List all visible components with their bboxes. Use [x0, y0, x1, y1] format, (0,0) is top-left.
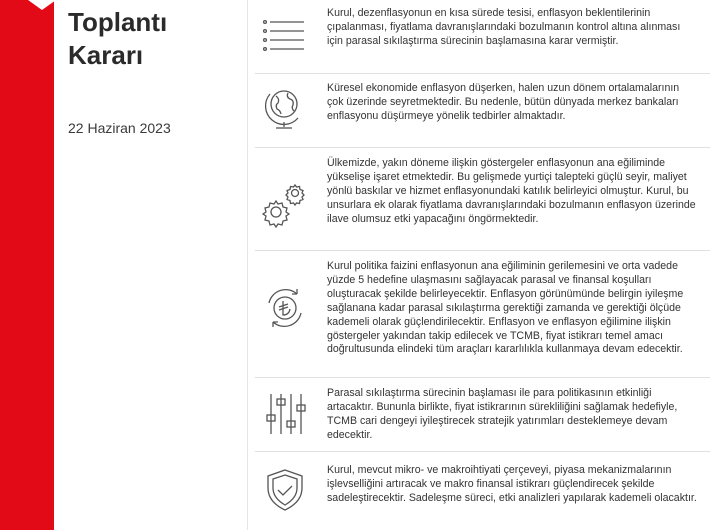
decision-paragraph-4: Kurul politika faizini enflasyonun ana eğiliminin gerilemesini ve orta vadede yüzde 5 hedefine ulaşmasını sağlayacak parasal ve finansal koşulları oluşturacak şekilde belirleyecektir. Enflasyon görünümünde belirgin iyileşme sağlanana kadar parasal sıkılaştırma gerektiği zamanda ve gerektiği ölçüde kademeli olarak güçlendirilecektir. Enflasyon ve enflasyon eğilimine ilişkin göstergeler yakından takip edilecek ve TCMB, fiyat istikrarı temel amacı doğrultusunda elindeki tüm araçları kararlılıkla kullanmaya devam edecektir.	[327, 260, 684, 356]
section-divider	[255, 377, 710, 378]
accent-sidebar	[0, 0, 54, 530]
section-divider	[255, 451, 710, 452]
title-line-1: Toplantı	[68, 7, 168, 37]
title-line-2: Kararı	[68, 40, 144, 70]
section-divider	[255, 73, 710, 74]
gears-icon	[262, 182, 308, 228]
decision-paragraph-6: Kurul, mevcut mikro- ve makroihtiyati çerçeveyi, piyasa mekanizmalarının işlevselliğini artıracak ve makro finansal istikrarı güçlendirecek şekilde sadeleştirecektir. Sadeleşme süreci, etki analizleri yapılarak kademeli olacaktır.	[327, 464, 697, 504]
list-icon	[262, 14, 308, 60]
section-divider	[255, 147, 710, 148]
sliders-icon	[264, 391, 310, 437]
decision-paragraph-1: Kurul, dezenflasyonun en kısa sürede tesisi, enflasyon beklentilerinin çıpalanması, fiyatlama davranışlarındaki bozulmanın kontrol altına alınması için parasal sıkılaştırma sürecinin başlamasına karar vermiştir.	[327, 7, 681, 47]
page-title	[68, 6, 167, 72]
lira-cycle-icon	[262, 285, 308, 331]
section-divider	[255, 250, 710, 251]
decision-paragraph-5: Parasal sıkılaştırma sürecinin başlaması ile para politikasının etkinliği artacaktır. Bununla birlikte, fiyat istikrarının sürekliliğini sağlamak hedefiyle, TCMB cari dengeyi iyileştirecek stratejik yatırımları desteklemeye devam edecektir.	[327, 387, 678, 441]
shield-check-icon	[262, 468, 308, 514]
decision-paragraph-2: Küresel ekonomide enflasyon düşerken, halen uzun dönem ortalamalarının çok üzerinde seyretmektedir. Bu nedenle, bütün dünyada merkez bankaları enflasyonu düşürmeye yönelik tedbirler almaktadır.	[327, 82, 680, 122]
meeting-date: 22 Haziran 2023	[68, 120, 171, 136]
globe-icon	[262, 86, 308, 132]
sidebar-notch	[28, 0, 56, 10]
decision-paragraph-3: Ülkemizde, yakın döneme ilişkin göstergeler enflasyonun ana eğiliminde yükselişe işaret etmektedir. Bu gelişmede yurtiçi talepteki güçlü seyir, maliyet yönlü baskılar ve hizmet enflasyonundaki katılık belirleyici olmuştur. Kurul, bu unsurlara ek olarak fiyatlama davranışlarındaki bozulmanın enflasyon üzerinde ilave olumsuz etki yapacağını öngörmektedir.	[327, 157, 696, 225]
column-divider	[247, 0, 248, 530]
